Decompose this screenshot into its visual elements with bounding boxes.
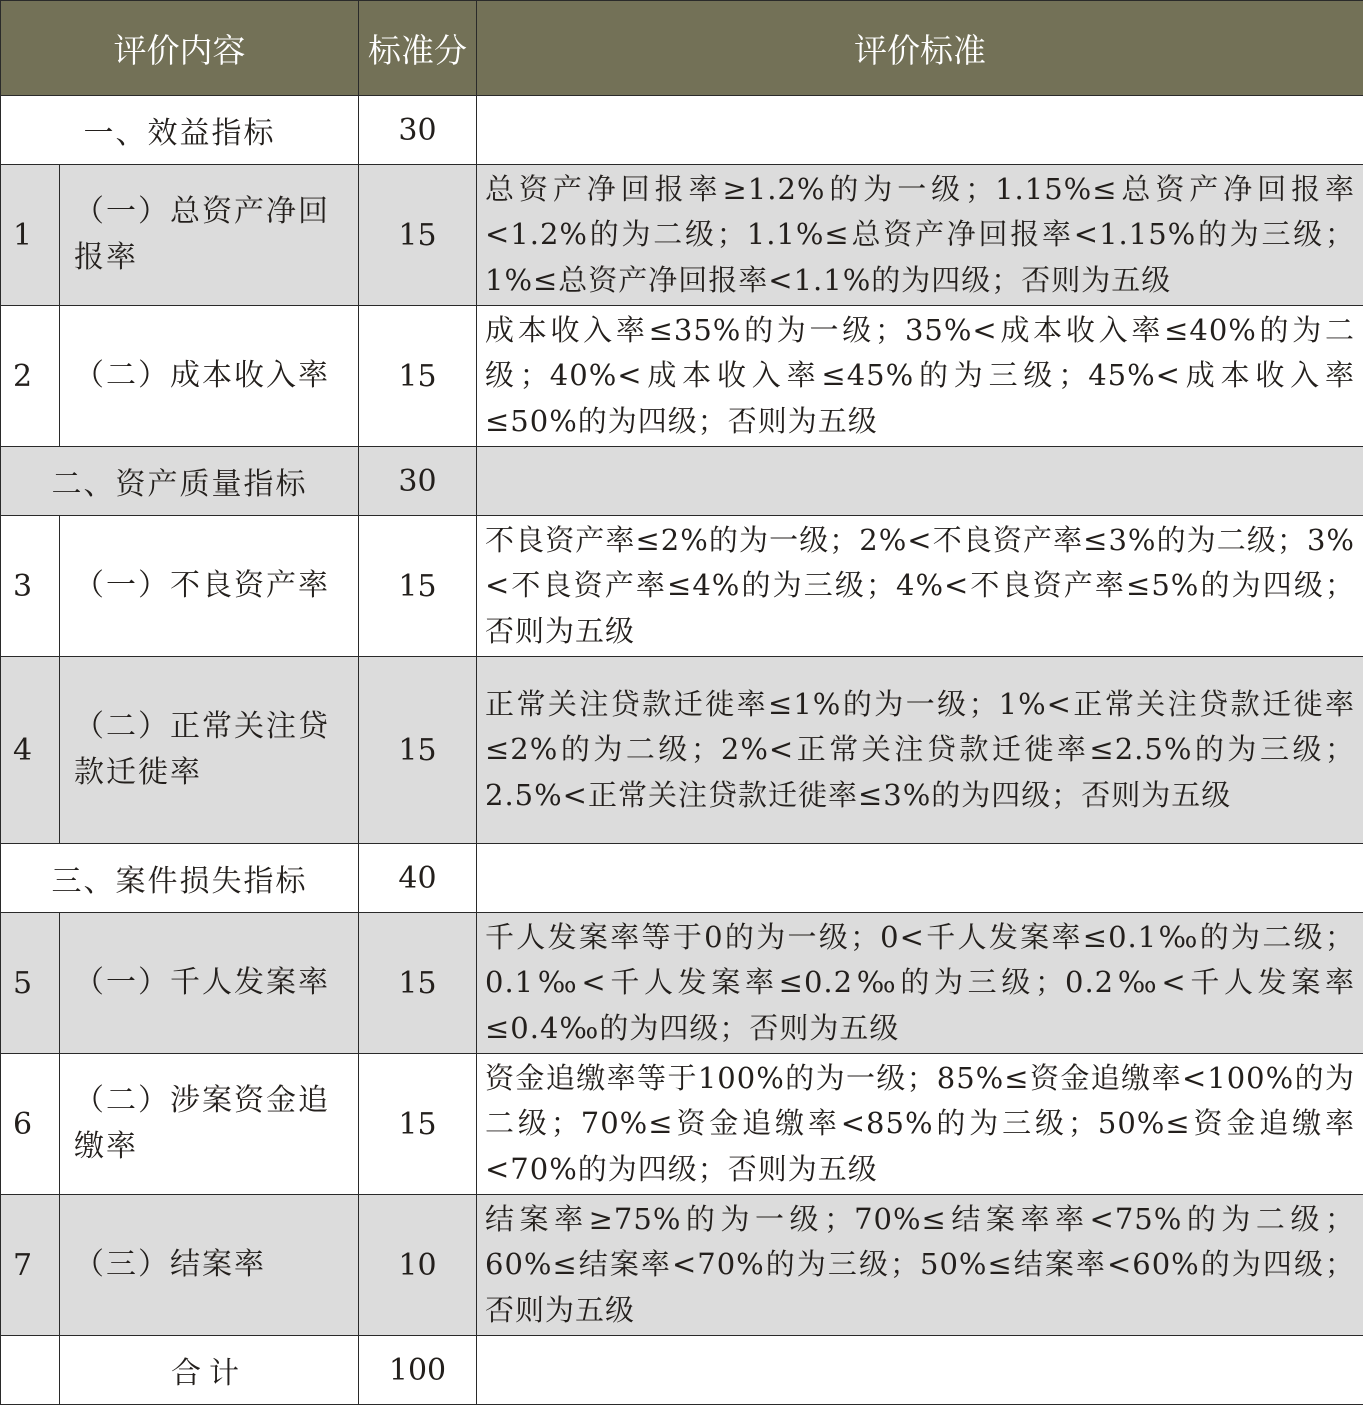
indicator-name: （二）成本收入率 [60, 306, 359, 447]
section-standard-empty [477, 447, 1363, 516]
table-row [1, 913, 1363, 1054]
section-row [1, 96, 1363, 165]
indicator-standard: 结案率≥75%的为一级；70%≤结案率率<75%的为二级；60%≤结案率<70%的为三级；50%≤结案率<60%的为四级；否则为五级 [477, 1195, 1363, 1336]
indicator-name: （三）结案率 [60, 1195, 359, 1336]
table-row [1, 165, 1363, 306]
indicator-score: 15 [359, 165, 477, 306]
total-row [1, 1336, 1363, 1405]
indicator-standard: 资金追缴率等于100%的为一级；85%≤资金追缴率<100%的为二级；70%≤资金追缴率<85%的为三级；50%≤资金追缴率<70%的为四级；否则为五级 [477, 1054, 1363, 1195]
total-score: 100 [359, 1336, 477, 1405]
section-title: 三、案件损失指标 [1, 844, 359, 913]
row-number: 4 [1, 657, 60, 844]
indicator-name: （二）正常关注贷款迁徙率 [60, 657, 359, 844]
section-standard-empty [477, 844, 1363, 913]
indicator-score: 15 [359, 657, 477, 844]
header-standard: 评价标准 [477, 1, 1363, 96]
indicator-score: 15 [359, 913, 477, 1054]
indicator-standard: 千人发案率等于0的为一级；0<千人发案率≤0.1‰的为二级；0.1‰<千人发案率≤0.2‰的为三级；0.2‰<千人发案率≤0.4‰的为四级；否则为五级 [477, 913, 1363, 1054]
row-number: 5 [1, 913, 60, 1054]
table-row [1, 657, 1363, 844]
indicator-name: （一）千人发案率 [60, 913, 359, 1054]
total-standard-empty [477, 1336, 1363, 1405]
section-score: 30 [359, 447, 477, 516]
row-number: 3 [1, 516, 60, 657]
section-score: 40 [359, 844, 477, 913]
section-row [1, 844, 1363, 913]
indicator-standard: 总资产净回报率≥1.2%的为一级；1.15%≤总资产净回报率<1.2%的为二级；1.1%≤总资产净回报率<1.15%的为三级；1%≤总资产净回报率<1.1%的为四级；否则为五级 [477, 165, 1363, 306]
indicator-score: 10 [359, 1195, 477, 1336]
section-title: 一、效益指标 [1, 96, 359, 165]
table-row [1, 1054, 1363, 1195]
table-row [1, 1195, 1363, 1336]
row-number: 6 [1, 1054, 60, 1195]
header-score: 标准分 [359, 1, 477, 96]
indicator-standard: 正常关注贷款迁徙率≤1%的为一级；1%<正常关注贷款迁徙率≤2%的为二级；2%<正常关注贷款迁徙率≤2.5%的为三级；2.5%<正常关注贷款迁徙率≤3%的为四级；否则为五级 [477, 657, 1363, 844]
row-number: 7 [1, 1195, 60, 1336]
section-score: 30 [359, 96, 477, 165]
section-row [1, 447, 1363, 516]
total-number-empty [1, 1336, 60, 1405]
header-content: 评价内容 [1, 1, 359, 96]
table-row [1, 306, 1363, 447]
indicator-score: 15 [359, 516, 477, 657]
section-standard-empty [477, 96, 1363, 165]
indicator-score: 15 [359, 1054, 477, 1195]
indicator-standard: 不良资产率≤2%的为一级；2%<不良资产率≤3%的为二级；3%<不良资产率≤4%的为三级；4%<不良资产率≤5%的为四级；否则为五级 [477, 516, 1363, 657]
indicator-name: （一）不良资产率 [60, 516, 359, 657]
section-title: 二、资产质量指标 [1, 447, 359, 516]
indicator-name: （二）涉案资金追缴率 [60, 1054, 359, 1195]
indicator-name: （一）总资产净回报率 [60, 165, 359, 306]
row-number: 1 [1, 165, 60, 306]
header-row [1, 1, 1363, 96]
indicator-standard: 成本收入率≤35%的为一级；35%<成本收入率≤40%的为二级；40%<成本收入率≤45%的为三级；45%<成本收入率≤50%的为四级；否则为五级 [477, 306, 1363, 447]
total-label: 合计 [60, 1336, 359, 1405]
indicator-score: 15 [359, 306, 477, 447]
row-number: 2 [1, 306, 60, 447]
table-row [1, 516, 1363, 657]
